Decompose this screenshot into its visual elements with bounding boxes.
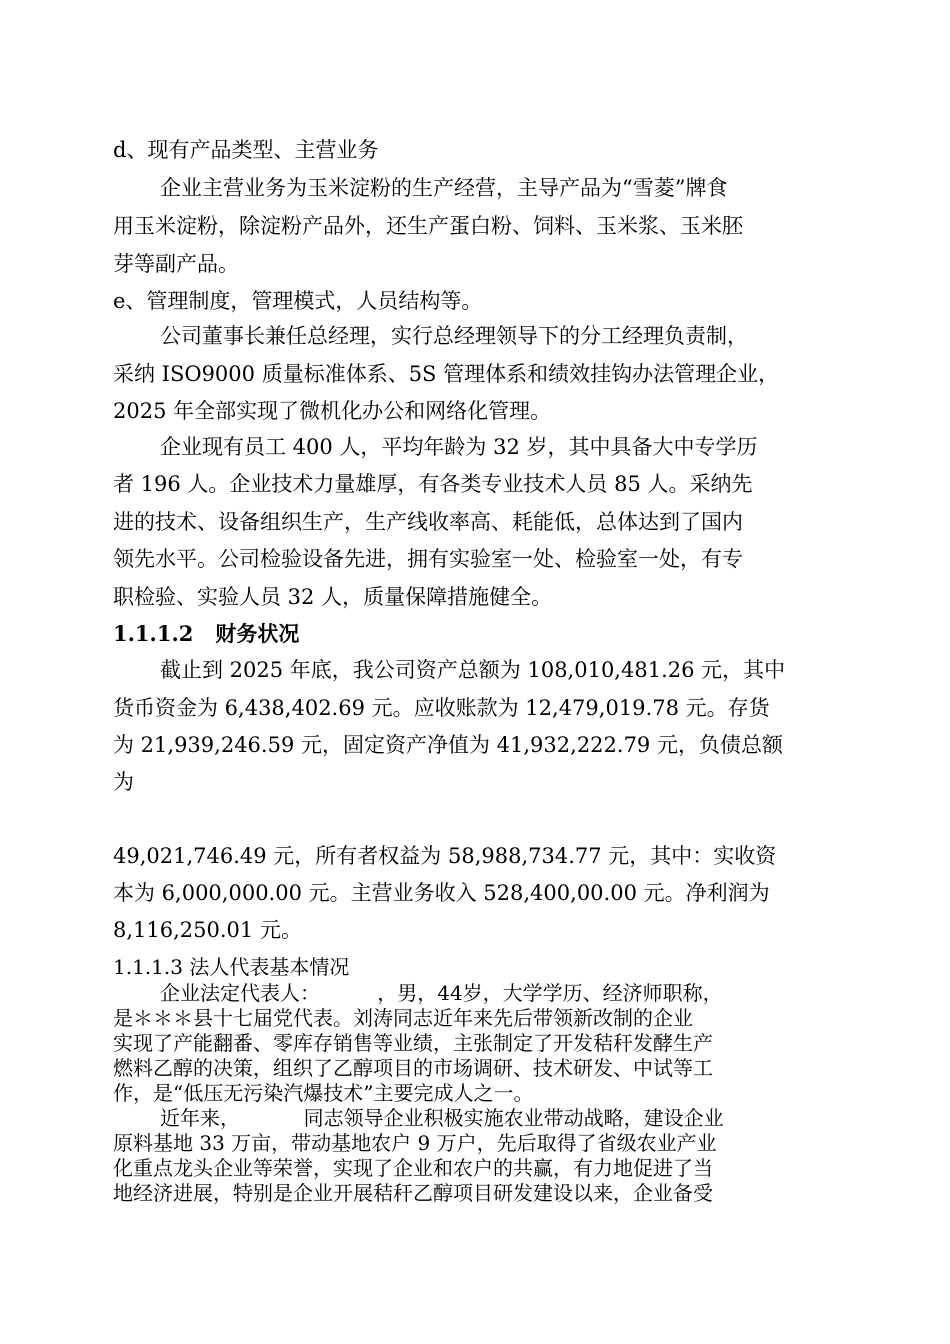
paragraph-line: 燃料乙醇的决策，组织了乙醇项目的市场调研、技术研发、中试等工 (113, 1056, 713, 1080)
paragraph-line: 近年来， 同志领导企业积极实施农业带动战略，建设企业 (160, 1106, 724, 1130)
paragraph-line: 芽等副产品。 (113, 252, 239, 276)
paragraph-line: 截止到 2025 年底，我公司资产总额为 108,010,481.26 元，其中 (160, 658, 786, 682)
legal-rep-heading: 1.1.1.3 法人代表基本情况 (113, 955, 350, 979)
paragraph-line: 2025 年全部实现了微机化办公和网络化管理。 (113, 399, 552, 423)
paragraph-line: 用玉米淀粉，除淀粉产品外，还生产蛋白粉、饲料、玉米浆、玉米胚 (113, 214, 743, 238)
paragraph-line: 公司董事长兼任总经理，实行总经理领导下的分工经理负责制， (160, 324, 748, 348)
paragraph-line: 采纳 ISO9000 质量标准体系、5S 管理体系和绩效挂钩办法管理企业， (113, 362, 780, 386)
paragraph-line: 职检验、实验人员 32 人，质量保障措施健全。 (113, 585, 553, 609)
paragraph-line: 化重点龙头企业等荣誉，实现了企业和农户的共赢，有力地促进了当 (113, 1156, 713, 1180)
paragraph-line: 49,021,746.49 元，所有者权益为 58,988,734.77 元，其中：实收资 (113, 844, 777, 868)
paragraph-line: 企业现有员工 400 人，平均年龄为 32 岁，其中具备大中专学历 (160, 435, 758, 459)
paragraph-line: 8,116,250.01 元。 (113, 918, 302, 942)
paragraph-line: 原料基地 33 万亩，带动基地农户 9 万户，先后取得了省级农业产业 (113, 1131, 717, 1155)
paragraph-line: 实现了产能翻番、零库存销售等业绩，主张制定了开发秸秆发酵生产 (113, 1031, 713, 1055)
section-e-heading: e、管理制度，管理模式，人员结构等。 (113, 289, 483, 313)
paragraph-line: 企业法定代表人： ，男，44岁，大学学历、经济师职称， (160, 981, 723, 1005)
paragraph-line: 本为 6,000,000.00 元。主营业务收入 528,400,00.00 元。净利润为 (113, 881, 770, 905)
section-d-heading: d、现有产品类型、主营业务 (113, 138, 379, 162)
finance-heading: 1.1.1.2 财务状况 (113, 621, 300, 646)
paragraph-line: 是＊＊＊县十七届党代表。刘涛同志近年来先后带领新改制的企业 (113, 1006, 693, 1030)
paragraph-line: 货币资金为 6,438,402.69 元。应收账款为 12,479,019.78 元。存货 (113, 696, 770, 720)
paragraph-line: 者 196 人。企业技术力量雄厚，有各类专业技术人员 85 人。采纳先 (113, 472, 753, 496)
paragraph-line: 企业主营业务为玉米淀粉的生产经营，主导产品为“雪菱”牌食 (160, 176, 728, 200)
paragraph-line: 进的技术、设备组织生产，生产线收率高、耗能低，总体达到了国内 (113, 510, 743, 534)
paragraph-line: 作，是“低压无污染汽爆技术”主要完成人之一。 (113, 1081, 534, 1105)
paragraph-line: 为 (113, 770, 134, 794)
paragraph-line: 为 21,939,246.59 元，固定资产净值为 41,932,222.79 元，负债总额 (113, 733, 783, 757)
paragraph-line: 领先水平。公司检验设备先进，拥有实验室一处、检验室一处，有专 (113, 547, 743, 571)
paragraph-line: 地经济进展，特别是企业开展秸秆乙醇项目研发建设以来，企业备受 (113, 1181, 713, 1205)
